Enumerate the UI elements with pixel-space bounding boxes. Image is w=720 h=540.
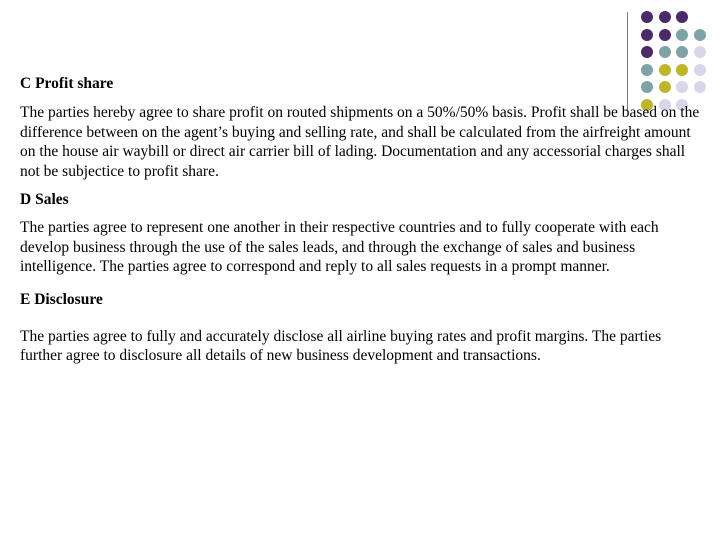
document-body xyxy=(20,74,700,366)
decorative-dot xyxy=(659,11,671,23)
section-body-profit-share: The parties hereby agree to share profit on routed shipments on a 50%/50% basis. Profit shall be based on the difference between on the agent’s buying and selling rate, and shall be calculated from the airfreight amount on the house air waybill or direct air carrier bill of lading. Documentation and any accessorial charges shall not be subjectice to profit share. xyxy=(20,104,700,180)
decorative-dot xyxy=(676,11,688,23)
decorative-dot xyxy=(659,46,671,58)
section-body-sales: The parties agree to represent one another in their respective countries and to fully cooperate with each develop business through the use of the sales leads, and through the exchange of sales and business intelligence. The parties agree to correspond and reply to all sales requests in a prompt manner. xyxy=(20,219,659,275)
section-heading-sales: D Sales xyxy=(20,191,69,208)
decorative-dot xyxy=(694,29,706,41)
decorative-dot xyxy=(676,46,688,58)
section-body-disclosure: The parties agree to fully and accurately disclose all airline buying rates and profit margins. The parties further agree to disclosure all details of new business development and transactions. xyxy=(20,327,662,364)
decorative-dot xyxy=(659,29,671,41)
decorative-dot xyxy=(694,46,706,58)
decorative-dot xyxy=(641,11,653,23)
decorative-dot xyxy=(641,46,653,58)
decorative-dot xyxy=(676,29,688,41)
section-heading-profit-share: C Profit share xyxy=(20,75,114,92)
section-heading-disclosure: E Disclosure xyxy=(20,290,103,308)
decorative-dot xyxy=(641,29,653,41)
